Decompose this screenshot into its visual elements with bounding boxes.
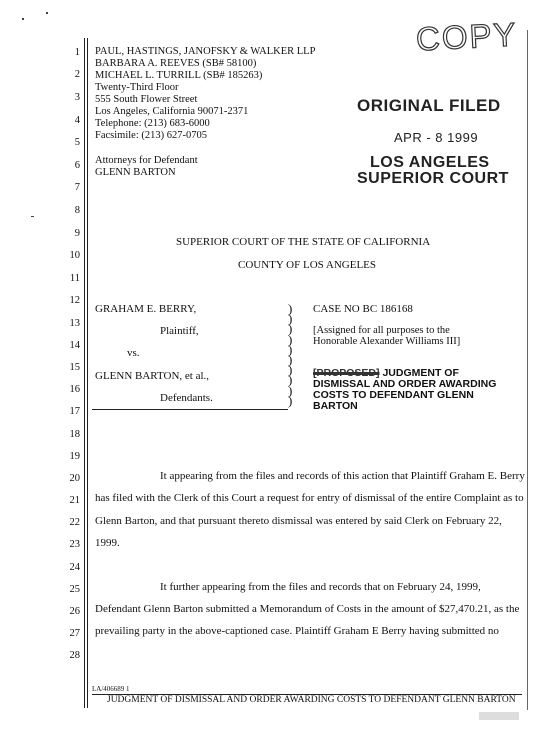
body-line-23: 1999. [95,537,120,549]
defendant-name: GLENN BARTON, et al., [95,370,210,382]
scan-speck [479,712,519,720]
copy-stamp: COPY [415,15,519,58]
line-number: 9 [74,228,80,239]
caption-bracket: ) ) ) ) ) ) ) ) ) ) [288,301,293,408]
right-margin-rule [527,30,528,710]
footer-title: JUDGMENT OF DISMISSAL AND ORDER AWARDING COSTS TO DEFENDANT GLENN BARTON [107,695,516,705]
body-line-26: Defendant Glenn Barton submitted a Memorandum of Costs in the amount of $27,470.21, as the [95,603,520,615]
line-number: 3 [74,92,80,103]
body-line-20: It appearing from the files and records of this action that Plaintiff Graham E. Berry [160,470,525,482]
line-number: 5 [74,137,80,148]
title-line-4: BARTON [313,400,358,412]
line-number: 14 [69,340,80,351]
assignment-line-2: Honorable Alexander Williams III] [313,336,461,347]
line-number: 11 [69,273,80,284]
firm-name: PAUL, HASTINGS, JANOFSKY & WALKER LLP [95,46,316,57]
line-number: 23 [69,539,80,550]
line-number: 2 [74,69,80,80]
line-number: 18 [69,429,80,440]
filed-date-stamp: APR - 8 1999 [394,130,479,145]
attorney-2: MICHAEL L. TURRILL (SB# 185263) [95,70,263,81]
line-number: 24 [69,562,80,573]
line-number: 21 [69,495,80,506]
title-line-3: COSTS TO DEFENDANT GLENN [313,389,474,401]
left-margin-rule-inner [87,38,88,708]
line-number: 25 [69,584,80,595]
caption-rule [92,409,288,410]
court-name: SUPERIOR COURT OF THE STATE OF CALIFORNIA [176,236,431,248]
address-city: Los Angeles, California 90071-2371 [95,106,249,117]
court-stamp-line-2: SUPERIOR COURT [357,170,509,187]
attorney-block [95,46,345,179]
left-margin-rule [84,38,85,708]
title-line-2: DISMISSAL AND ORDER AWARDING [313,378,497,390]
line-number: 16 [69,384,80,395]
attorneys-for: Attorneys for Defendant [95,155,198,166]
line-number: 7 [74,182,80,193]
address-floor: Twenty-Third Floor [95,82,179,93]
court-stamp-line-1: LOS ANGELES [370,154,490,171]
address-street: 555 South Flower Street [95,94,198,105]
line-number: 4 [74,115,80,126]
body-line-22: Glenn Barton, and that pursuant thereto dismissal was entered by said Clerk on February 22, [95,515,502,527]
client-name: GLENN BARTON [95,167,176,178]
line-number: 12 [69,295,80,306]
line-number: 17 [69,406,80,417]
facsimile: Facsimile: (213) 627-0705 [95,130,207,141]
line-number: 27 [69,628,80,639]
line-number: 13 [69,318,80,329]
line-number: 20 [69,473,80,484]
line-number: 1 [74,47,80,58]
scan-speck [46,12,48,14]
document-id: LA/406689 1 [92,685,130,693]
body-line-25: It further appearing from the files and records that on February 24, 1999, [160,581,481,593]
plaintiff-name: GRAHAM E. BERRY, [95,303,197,315]
line-number: 6 [74,160,80,171]
plaintiff-role: Plaintiff, [160,325,199,337]
body-line-21: has filed with the Clerk of this Court a request for entry of dismissal of the entire Complaint as to [95,492,524,504]
document-title [313,368,496,412]
struck-proposed: [PROPOSED] [313,367,380,379]
court-county: COUNTY OF LOS ANGELES [238,259,377,271]
line-number: 8 [74,205,80,216]
scan-speck [22,18,24,20]
line-number: 22 [69,517,80,528]
line-number: 15 [69,362,80,373]
telephone: Telephone: (213) 683-6000 [95,118,210,129]
line-number: 28 [69,650,80,661]
line-number: 10 [69,250,80,261]
defendant-role: Defendants. [160,392,213,404]
original-filed-stamp: ORIGINAL FILED [357,96,501,115]
attorney-1: BARBARA A. REEVES (SB# 58100) [95,58,257,69]
title-line-1: JUDGMENT OF [382,367,459,379]
assignment-line-1: [Assigned for all purposes to the [313,325,450,336]
versus: vs. [127,347,140,359]
line-number: 19 [69,451,80,462]
body-line-27: prevailing party in the above-captioned case. Plaintiff Graham E Berry having submitted no [95,625,499,637]
scan-speck [31,216,34,217]
case-number: CASE NO BC 186168 [313,303,413,315]
line-number: 26 [69,606,80,617]
